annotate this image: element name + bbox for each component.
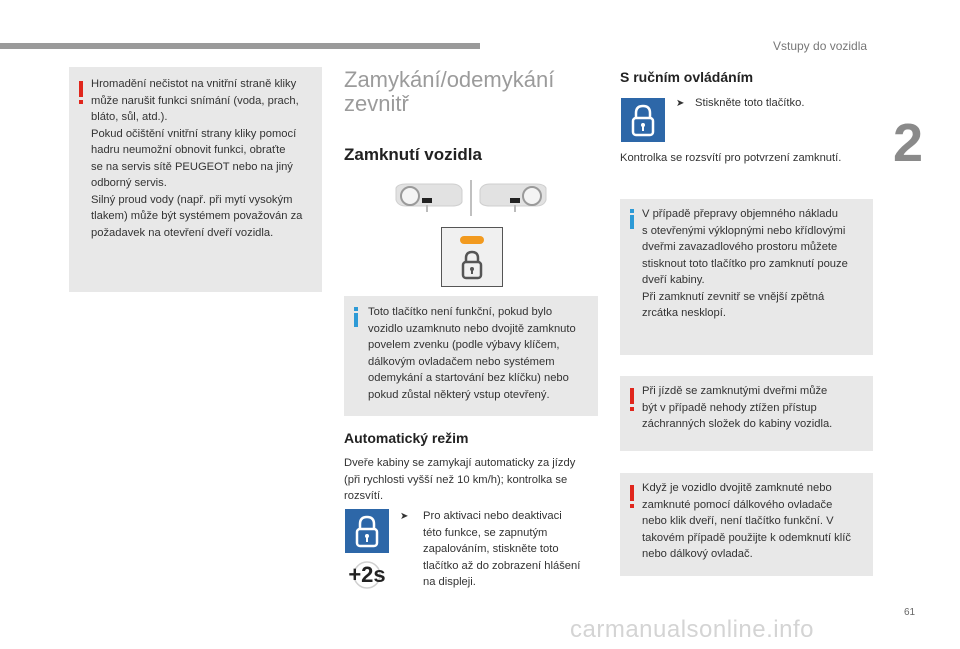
warning-text: Při jízdě se zamknutými dveřmi může být v případě nehody ztížen přístup záchranných složek do kabiny vozidla.	[642, 385, 833, 430]
central-lock-button	[441, 227, 503, 287]
manual-lock-button-icon	[621, 98, 665, 142]
section-title: Vstupy do vozidla	[773, 39, 868, 53]
auto-mode-instruction: Pro aktivaci nebo deaktivaci této funkce, se zapnutým zapalováním, stiskněte toto tlačítko až do zobrazení hlášení na displeji.	[423, 510, 581, 588]
auto-mode-text: Dveře kabiny se zamykají automaticky za jízdy (při rychlosti vyšší než 10 km/h); kontrolka se rozsvítí.	[344, 457, 576, 502]
indicator-led	[460, 236, 484, 244]
arrow-bullet-icon: ➤	[400, 511, 409, 522]
info-box-cargo	[620, 199, 873, 355]
door-panel-illustration	[392, 178, 552, 218]
arrow-bullet-icon: ➤	[676, 98, 685, 109]
warning-icon	[79, 81, 83, 97]
warning-icon	[630, 388, 634, 404]
warning-box-accident	[620, 376, 873, 451]
info-text: Toto tlačítko není funkční, pokud bylo vozidlo uzamknuto nebo dvojitě zamknuto povelem zvenku (podle výbavy klíčem, dálkovým ovladačem nebo systémem odemykání a startování bez klíčku) nebo pokud zůstal některý vstup otevřený.	[368, 306, 576, 401]
manual-control-heading: S ručním ovládáním	[620, 69, 754, 85]
watermark-url: carmanualsonline.info	[570, 616, 814, 643]
lock-vehicle-heading: Zamknutí vozidla	[344, 145, 482, 164]
press-duration: +2s	[348, 562, 386, 587]
section-heading: Zamykání/odemykání zevnitř	[344, 67, 555, 116]
manual-instruction: Stiskněte toto tlačítko.	[695, 97, 805, 109]
auto-lock-button-icon	[345, 509, 389, 553]
lock-icon	[460, 250, 484, 280]
manual-result: Kontrolka se rozsvítí pro potvrzení zamknutí.	[620, 152, 842, 164]
warning-text: Když je vozidlo dvojitě zamknuté nebo zamknuté pomocí dálkového ovladače nebo klik dveří, není tlačítko funkční. V takovém případě použijte k odemknutí klíč nebo dálkový ovladač.	[642, 482, 851, 560]
header-bar	[0, 43, 480, 49]
page-number: 61	[904, 607, 916, 618]
info-icon	[354, 313, 358, 327]
timer-icon	[344, 560, 390, 590]
auto-mode-heading: Automatický režim	[344, 430, 469, 446]
info-box-lock	[344, 296, 598, 416]
warning-icon	[630, 485, 634, 501]
warning-box-double-lock	[620, 473, 873, 576]
chapter-number: 2	[893, 113, 924, 173]
warning-text: Hromadění nečistot na vnitřní straně kliky může narušit funkci snímání (voda, prach, bláto, sůl, atd.). Pokud očištění vnitřní strany kliky pomocí hadru neumožní obnovit funkci, obraťte se na servis sítě PEUGEOT nebo na jiný odborný servis. Silný proud vody (např. při mytí vysokým tlakem) může být systémem považován za požadavek na otevření dveří vozidla.	[91, 78, 303, 239]
info-text: V případě přepravy objemného nákladu s otevřenými výklopnými nebo křídlovými dveřmi zavazadlového prostoru můžete stisknout toto tlačítko pro zamknutí pouze dveří kabiny. Při zamknutí zevnitř se vnější zpětná zrcátka nesklopí.	[642, 208, 848, 319]
info-icon	[630, 215, 634, 229]
warning-box-handle	[69, 67, 322, 292]
